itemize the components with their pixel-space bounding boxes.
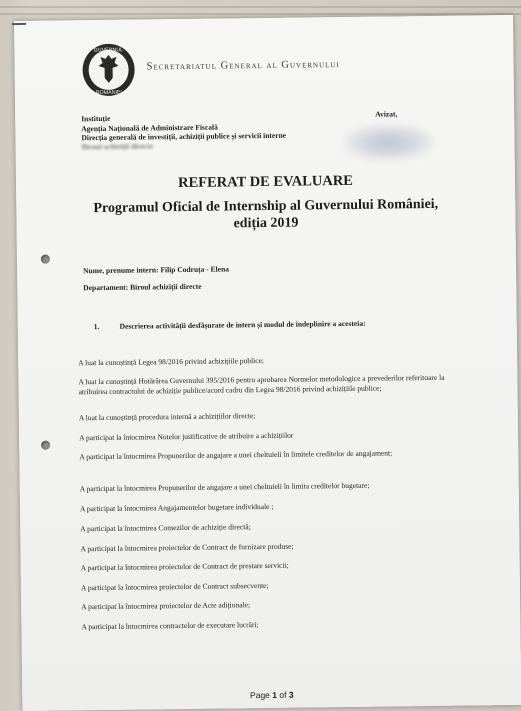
- list-item: A participat la întocmirea Angajamentelor bugetare individuale ;: [79, 501, 274, 514]
- list-item: A participat la întocmirea contractelor de executare lucrări;: [81, 620, 259, 632]
- total-pages: 3: [288, 689, 294, 700]
- document-title: REFERAT DE EVALUARE: [177, 172, 354, 192]
- list-item: A participat la întocmirea proiectelor de Contract de prestare servicii;: [80, 560, 289, 573]
- section-heading: [94, 319, 366, 331]
- list-item: A luat la cunoștință Hotărârea Guvernului 395/2016 pentru aprobarea Normelor metodologice a prevederilor referitoare la atribuirea contractului de achiziție publice/acord cadru din Legea 98/2016 privind achizițiile publice;: [78, 372, 445, 397]
- punch-hole: [41, 441, 50, 450]
- government-crest-logo: [80, 42, 137, 99]
- activity-list: [78, 354, 458, 632]
- approval-label: Avizat,: [375, 109, 398, 119]
- list-item: A participat la întocmirea proiectelor de Contract subsecvente;: [80, 580, 269, 593]
- list-item: A participat la întocmirea Propunerilor de angajare a unei cheltuieli în limitele creditelor de angajament;: [79, 448, 393, 462]
- page-number: [22, 687, 521, 703]
- section-number: 1.: [93, 322, 100, 332]
- page-of: of: [276, 689, 289, 700]
- punch-hole: [41, 255, 50, 264]
- institution-line-blurred: Biroul achiziții directe: [81, 141, 153, 152]
- institution-line: Agenția Națională de Administrare Fiscală: [81, 122, 218, 134]
- subtitle-line: Programul Oficial de Internship al Guvernului României,: [93, 196, 439, 217]
- institution-block: [81, 111, 381, 152]
- list-item: A participat la întocmirea proiectelor de Acte adiționale;: [81, 600, 251, 612]
- list-item: A participat la întocmirea proiectelor de Contract de furnizare produse;: [80, 541, 294, 554]
- current-page: 1: [272, 689, 278, 700]
- desk-grain: [0, 6, 521, 8]
- list-item: A luat la cunoștință Legea 98/2016 privind achizițiile publice;: [78, 356, 265, 368]
- list-item: A participat la întocmirea Notelor justificative de atribuire a achizițiilor: [79, 430, 294, 443]
- crest-text-top: GUVERNUL: [93, 47, 124, 54]
- desk-grain: [0, 13, 521, 15]
- list-item: A luat la cunoștință procedura internă a achizițiilor directe;: [78, 411, 256, 423]
- page-prefix: Page: [249, 689, 273, 701]
- document-page: [14, 15, 521, 711]
- list-item: A participat la întocmirea Propunerilor de angajare a unei cheltuieli în limita creditelor bugetare;: [79, 480, 370, 494]
- crest-text-bottom: ROMÂNIEI: [95, 89, 123, 97]
- institution-label: Instituție: [81, 113, 111, 124]
- department-field: Departament: Biroul achiziții directe: [83, 281, 202, 293]
- paper-corner-mark: [12, 23, 26, 25]
- section-title: Descrierea activității desfășurate de intern și modul de îndeplinire a acesteia:: [119, 318, 366, 331]
- subtitle-line: ediția 2019: [233, 215, 299, 232]
- blurred-signature: [343, 124, 433, 161]
- list-item: A participat la întocmirea Comezilor de achiziție directă;: [80, 522, 251, 534]
- institution-line: Direcția generală de investiții, achiziții publice și servicii interne: [81, 130, 287, 143]
- intern-name-field: Nume, prenume intern: Filip Codruța - Elena: [83, 264, 230, 276]
- document-subtitle: [16, 195, 515, 235]
- organization-name: Secretariatul General al Guvernului: [146, 59, 340, 73]
